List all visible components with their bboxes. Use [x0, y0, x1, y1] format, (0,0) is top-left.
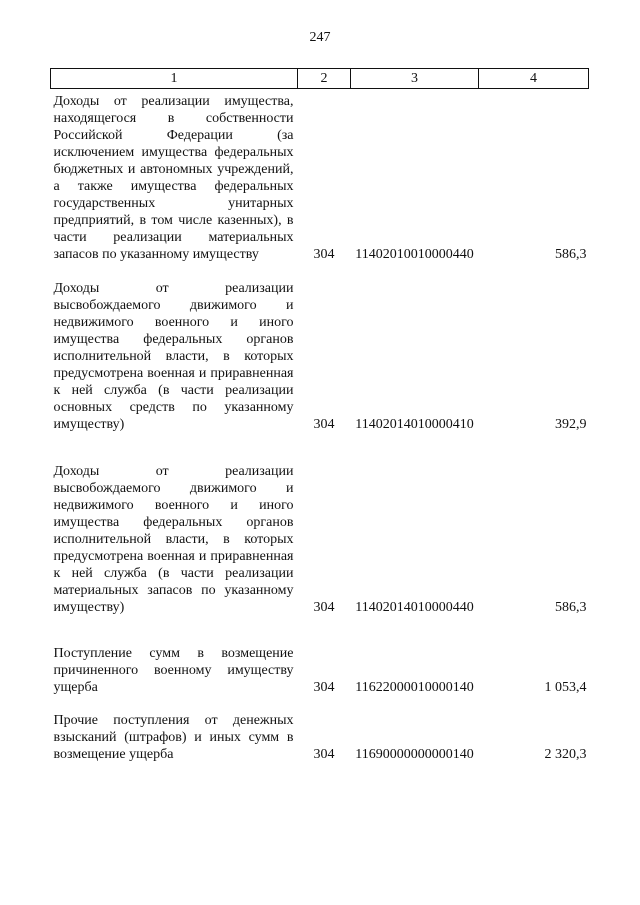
header-col-3: 3 — [351, 69, 479, 89]
table-row — [51, 696, 589, 763]
row-amount: 392,9 — [555, 417, 587, 432]
row-admin-code: 304 — [313, 680, 335, 695]
row-admin-code: 304 — [313, 247, 335, 262]
page-number: 247 — [309, 30, 331, 45]
row-admin-code: 304 — [313, 417, 335, 432]
table-row — [51, 89, 589, 264]
row-budget-code: 11402014010000440 — [355, 600, 474, 615]
row-amount: 586,3 — [555, 600, 587, 615]
row-description: Доходы от реализации высвобождаемого движимого и недвижимого военного и иного имущества федеральных органов исполнительной власти, в которых предусмотрена военная и приравненная к ней служба (в части реализации основных средств по указанному имуществу) — [53, 281, 294, 432]
table-row — [51, 263, 589, 433]
row-amount: 586,3 — [555, 247, 587, 262]
row-admin-code: 304 — [313, 600, 335, 615]
table-row — [51, 433, 589, 616]
table-header — [51, 69, 589, 89]
row-amount: 2 320,3 — [544, 747, 587, 762]
row-admin-code: 304 — [313, 747, 335, 762]
header-col-1: 1 — [51, 69, 298, 89]
header-col-2: 2 — [298, 69, 351, 89]
revenue-table — [50, 68, 589, 763]
row-description: Доходы от реализации имущества, находящегося в собственности Российской Федерации (за исключением имущества федеральных бюджетных и автономных учреждений, а также имущества федеральных государственных унитарных предприятий, в том числе казенных), в части реализации материальных запасов по указанному имуществу — [53, 94, 294, 262]
row-budget-code: 11402014010000410 — [355, 417, 474, 432]
header-row — [51, 69, 589, 89]
table-body — [51, 89, 589, 764]
row-budget-code: 11622000010000140 — [355, 680, 474, 695]
table-row — [51, 616, 589, 696]
row-description: Поступление сумм в возмещение причиненного военному имуществу ущерба — [53, 646, 294, 695]
row-description: Доходы от реализации высвобождаемого движимого и недвижимого военного и иного имущества федеральных органов исполнительной власти, в которых предусмотрена военная и приравненная к ней служба (в части реализации материальных запасов по указанному имуществу) — [53, 464, 294, 615]
row-amount: 1 053,4 — [544, 680, 587, 695]
row-description: Прочие поступления от денежных взысканий (штрафов) и иных сумм в возмещение ущерба — [53, 713, 294, 762]
row-budget-code: 11402010010000440 — [355, 247, 474, 262]
row-budget-code: 11690000000000140 — [355, 747, 474, 762]
header-col-4: 4 — [479, 69, 589, 89]
